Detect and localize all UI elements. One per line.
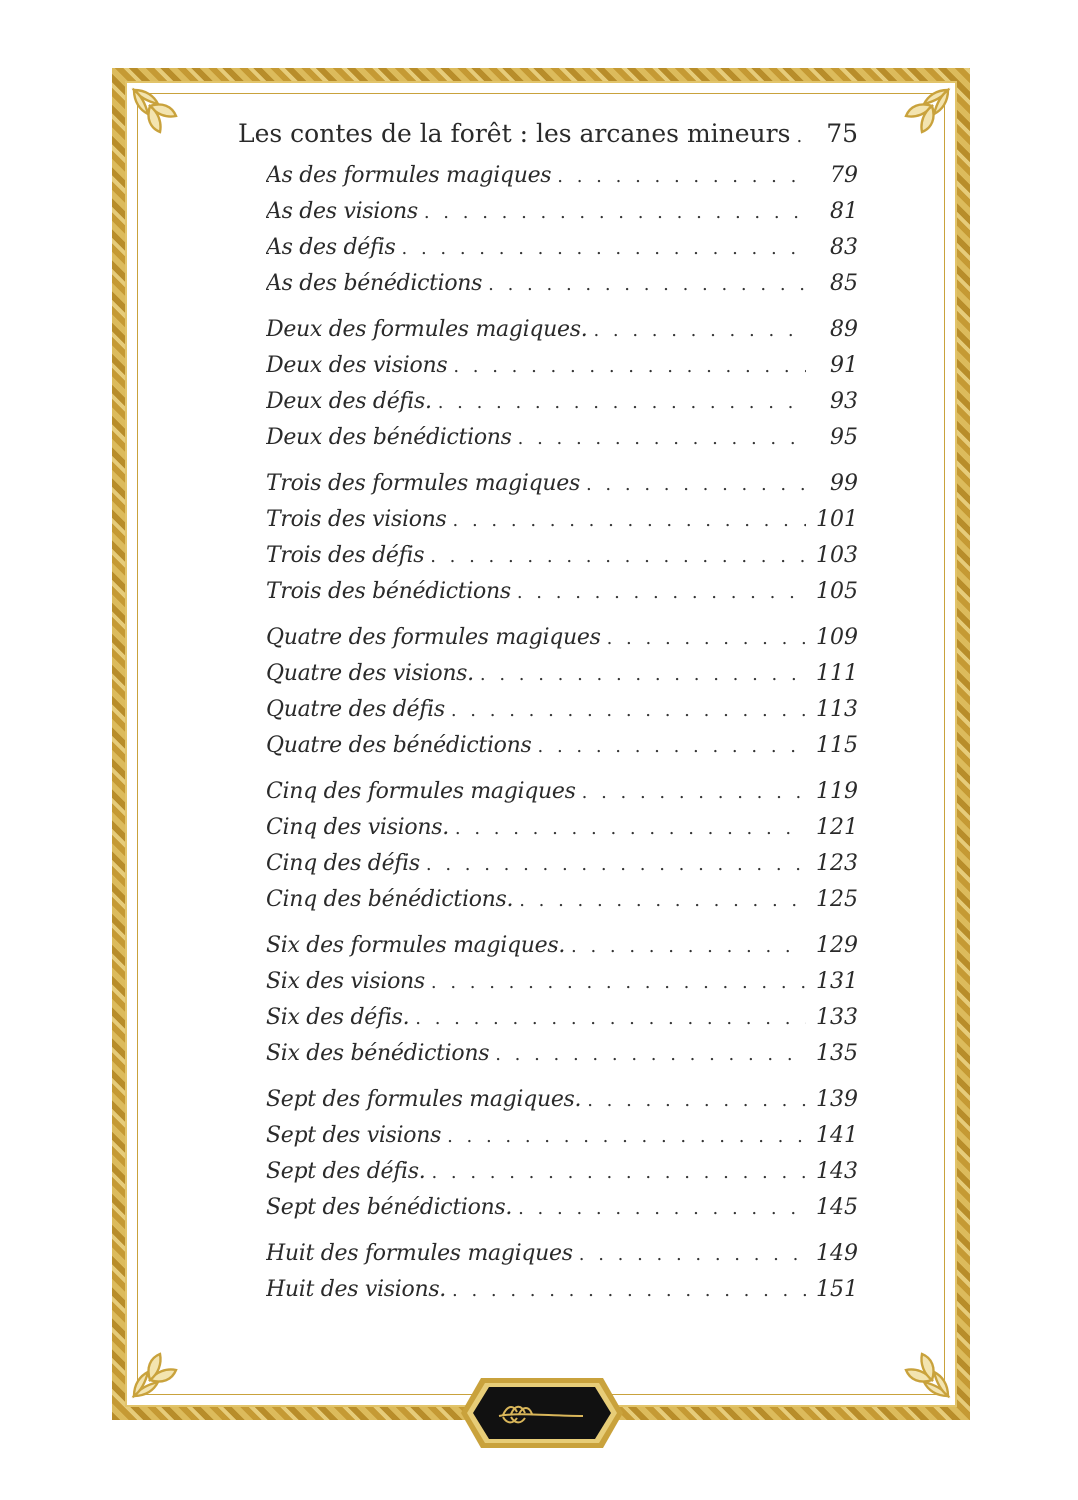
toc-entry xyxy=(266,312,858,348)
toc-entry xyxy=(266,964,858,1000)
toc-group xyxy=(266,774,858,918)
toc-entry-label: Six des formules magiques. xyxy=(266,933,566,958)
toc-group xyxy=(266,312,858,456)
dot-leader xyxy=(426,847,806,882)
dot-leader xyxy=(593,313,806,348)
toc-entry-page: 123 xyxy=(816,851,858,876)
toc-entry xyxy=(266,194,858,230)
corner-leaf-icon xyxy=(128,84,180,136)
toc-entry-page: 141 xyxy=(816,1123,858,1148)
corner-leaf-icon xyxy=(128,1350,180,1402)
toc-heading xyxy=(238,112,858,156)
toc-entry-label: Quatre des défis xyxy=(266,697,445,722)
toc-entry-page: 125 xyxy=(816,887,858,912)
toc-entry xyxy=(266,1190,858,1226)
dot-leader xyxy=(480,657,806,692)
toc-group xyxy=(266,1236,858,1308)
toc-entry-label: Six des visions xyxy=(266,969,425,994)
toc-entry-label: As des défis xyxy=(266,235,396,260)
toc-entry-page: 83 xyxy=(830,235,858,260)
toc-entry-label: Huit des formules magiques xyxy=(266,1241,573,1266)
toc-entry-page: 143 xyxy=(816,1159,858,1184)
dot-leader xyxy=(488,267,806,302)
toc-entry xyxy=(266,692,858,728)
dot-leader xyxy=(495,1037,806,1072)
dot-leader xyxy=(796,115,806,156)
toc-entry-label: Quatre des visions. xyxy=(266,661,474,686)
toc-entry-label: Sept des défis. xyxy=(266,1159,426,1184)
dot-leader xyxy=(431,965,806,1000)
toc-entry xyxy=(266,1082,858,1118)
toc-entry-label: Trois des bénédictions xyxy=(266,579,511,604)
dot-leader xyxy=(431,1155,806,1190)
toc-entry-page: 103 xyxy=(816,543,858,568)
toc-entry-label: Deux des formules magiques. xyxy=(266,317,588,342)
toc-entry xyxy=(266,846,858,882)
toc-entry-page: 145 xyxy=(816,1195,858,1220)
dot-leader xyxy=(586,467,806,502)
dot-leader xyxy=(430,539,806,574)
toc-entry xyxy=(266,466,858,502)
toc-entry-label: Deux des bénédictions xyxy=(266,425,512,450)
toc-entry xyxy=(266,1272,858,1308)
toc-entry xyxy=(266,1236,858,1272)
toc-entry-label: Quatre des bénédictions xyxy=(266,733,532,758)
toc-entry xyxy=(266,882,858,918)
toc-entry xyxy=(266,538,858,574)
toc-entry-page: 109 xyxy=(816,625,858,650)
toc-entry-label: Six des défis. xyxy=(266,1005,410,1030)
toc-entry-page: 105 xyxy=(816,579,858,604)
toc-entry xyxy=(266,158,858,194)
corner-leaf-icon xyxy=(902,1350,954,1402)
toc-entry-page: 99 xyxy=(830,471,858,496)
toc-entry xyxy=(266,1000,858,1036)
toc-entry xyxy=(266,728,858,764)
toc-entry-page: 111 xyxy=(816,661,858,686)
dot-leader xyxy=(453,349,806,384)
toc-entry-page: 93 xyxy=(830,389,858,414)
toc-entry-page: 121 xyxy=(816,815,858,840)
dot-leader xyxy=(452,1273,806,1308)
toc-entry-label: As des bénédictions xyxy=(266,271,483,296)
toc-entry-label: Cinq des formules magiques xyxy=(266,779,576,804)
toc-entry-label: Sept des visions xyxy=(266,1123,442,1148)
toc-entry-label: As des formules magiques xyxy=(266,163,552,188)
toc-entry-page: 101 xyxy=(816,507,858,532)
toc-entry xyxy=(266,810,858,846)
toc-entry-label: Cinq des bénédictions. xyxy=(266,887,514,912)
dot-leader xyxy=(455,811,806,846)
dot-leader xyxy=(438,385,806,420)
toc-entry xyxy=(266,266,858,302)
dot-leader xyxy=(538,729,807,764)
toc-entry-label: Sept des formules magiques. xyxy=(266,1087,582,1112)
toc-group xyxy=(266,158,858,302)
toc-entry-label: Sept des bénédictions. xyxy=(266,1195,513,1220)
toc-entry-page: 113 xyxy=(816,697,858,722)
dot-leader xyxy=(517,575,806,610)
feather-plaque xyxy=(459,1376,625,1450)
toc-entry-page: 81 xyxy=(830,199,858,224)
toc-entry xyxy=(266,1118,858,1154)
toc-entry-label: Cinq des défis xyxy=(266,851,420,876)
dot-leader xyxy=(453,503,806,538)
dot-leader xyxy=(571,929,806,964)
toc-entry-page: 85 xyxy=(830,271,858,296)
toc-entries xyxy=(266,158,858,1308)
toc-entry-label: Deux des visions xyxy=(266,353,448,378)
toc-entry-page: 91 xyxy=(830,353,858,378)
toc-group xyxy=(266,620,858,764)
toc-entry xyxy=(266,928,858,964)
dot-leader xyxy=(557,159,806,194)
toc-group xyxy=(266,1082,858,1226)
toc-heading-page: 75 xyxy=(826,119,858,148)
dot-leader xyxy=(518,1191,806,1226)
toc-entry xyxy=(266,420,858,456)
toc-entry xyxy=(266,620,858,656)
toc-entry-page: 139 xyxy=(816,1087,858,1112)
toc-entry xyxy=(266,574,858,610)
toc-entry-page: 151 xyxy=(816,1277,858,1302)
toc-entry xyxy=(266,774,858,810)
toc-entry-label: Trois des formules magiques xyxy=(266,471,580,496)
toc-entry-label: Cinq des visions. xyxy=(266,815,449,840)
table-of-contents xyxy=(238,112,858,1318)
toc-entry-page: 119 xyxy=(816,779,858,804)
toc-entry xyxy=(266,1036,858,1072)
dot-leader xyxy=(518,421,806,456)
dot-leader xyxy=(587,1083,806,1118)
toc-entry-page: 115 xyxy=(816,733,858,758)
toc-entry-page: 129 xyxy=(816,933,858,958)
toc-entry-label: Quatre des formules magiques xyxy=(266,625,601,650)
toc-entry-page: 149 xyxy=(816,1241,858,1266)
toc-entry-page: 79 xyxy=(830,163,858,188)
toc-entry xyxy=(266,348,858,384)
toc-entry-label: Trois des visions xyxy=(266,507,447,532)
toc-group xyxy=(266,928,858,1072)
toc-entry-label: Huit des visions. xyxy=(266,1277,446,1302)
corner-leaf-icon xyxy=(902,84,954,136)
toc-group xyxy=(266,466,858,610)
toc-entry-page: 131 xyxy=(816,969,858,994)
toc-heading-label: Les contes de la forêt : les arcanes mineurs xyxy=(238,119,791,148)
toc-entry xyxy=(266,384,858,420)
toc-entry-label: Six des bénédictions xyxy=(266,1041,490,1066)
toc-entry-page: 95 xyxy=(830,425,858,450)
dot-leader xyxy=(451,693,806,728)
dot-leader xyxy=(582,775,806,810)
dot-leader xyxy=(415,1001,806,1036)
toc-entry-label: As des visions xyxy=(266,199,418,224)
toc-entry-page: 133 xyxy=(816,1005,858,1030)
dot-leader xyxy=(424,195,806,230)
dot-leader xyxy=(519,883,806,918)
dot-leader xyxy=(447,1119,806,1154)
toc-entry xyxy=(266,1154,858,1190)
toc-entry xyxy=(266,230,858,266)
dot-leader xyxy=(402,231,806,266)
toc-entry-page: 135 xyxy=(816,1041,858,1066)
toc-entry xyxy=(266,656,858,692)
dot-leader xyxy=(579,1237,806,1272)
toc-entry-label: Deux des défis. xyxy=(266,389,432,414)
toc-entry xyxy=(266,502,858,538)
toc-entry-page: 89 xyxy=(830,317,858,342)
toc-entry-label: Trois des défis xyxy=(266,543,425,568)
dot-leader xyxy=(607,621,806,656)
